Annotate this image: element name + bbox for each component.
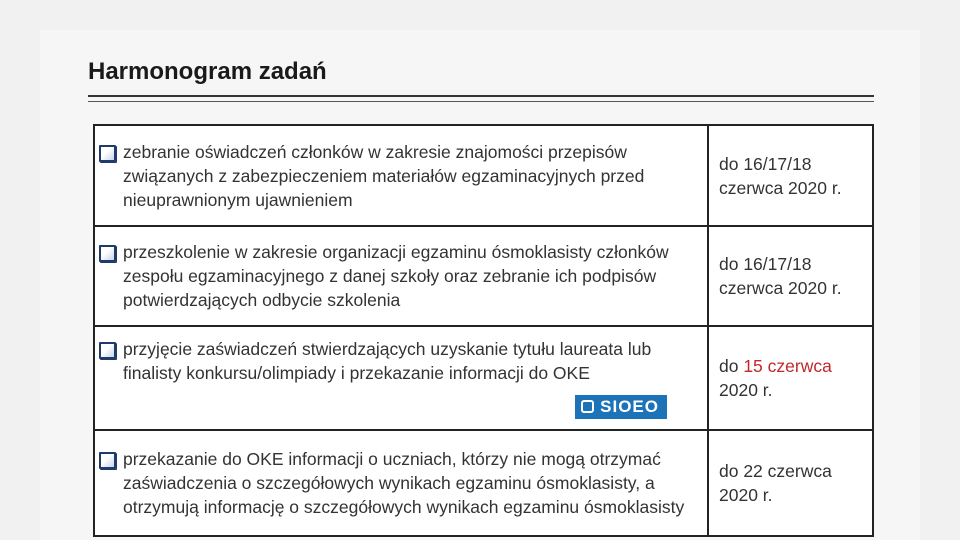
task-text: przyjęcie zaświadczeń stwierdzających uzyskanie tytułu laureata lub finalisty konkursu/olimpiady i przekazanie informacji do OKE	[123, 338, 652, 383]
deadline-highlight: 15 czerwca	[743, 356, 832, 376]
sioeo-label: SIOEO	[600, 396, 659, 416]
task-text: zebranie oświadczeń członków w zakresie znajomości przepisów związanych z zabezpieczeniem materiałów egzaminacyjnych przed nieuprawnionym ujawnieniem	[123, 141, 645, 210]
checkbox-bullet-icon	[99, 452, 116, 469]
deadline-text: do 16/17/18 czerwca 2020 r.	[719, 254, 842, 298]
checkbox-bullet-icon	[99, 245, 116, 262]
task-cell	[94, 226, 708, 326]
title-divider	[88, 95, 874, 97]
deadline-cell	[708, 326, 873, 430]
deadline-cell	[708, 226, 873, 326]
deadline-cell	[708, 125, 873, 226]
task-cell	[94, 430, 708, 536]
deadline-suffix: 2020 r.	[719, 380, 773, 400]
table-row	[94, 226, 873, 326]
deadline-cell	[708, 430, 873, 536]
table-row	[94, 326, 873, 430]
deadline-text: do	[719, 356, 744, 376]
hand-icon	[581, 400, 594, 413]
table-row	[94, 430, 873, 536]
task-text: przeszkolenie w zakresie organizacji egzaminu ósmoklasisty członków zespołu egzaminacyjnego z danej szkoły oraz zebranie ich podpisów potwierdzających odbycie szkolenia	[123, 242, 669, 310]
table-row	[94, 125, 873, 226]
page-title: Harmonogram zadań	[88, 58, 327, 85]
sioeo-logo	[575, 395, 667, 419]
checkbox-bullet-icon	[99, 145, 116, 162]
deadline-text: do 16/17/18 czerwca 2020 r.	[719, 153, 842, 198]
task-text: przekazanie do OKE informacji o uczniach, którzy nie mogą otrzymać zaświadczenia o szczegółowych wynikach egzaminu ósmoklasisty, a otrzymują informację o szczegółowych wynikach egzaminu ósmoklasisty	[123, 449, 685, 517]
title-divider-thin	[88, 101, 874, 102]
schedule-table	[93, 124, 874, 537]
task-cell	[94, 125, 708, 226]
deadline-text: do 22 czerwca 2020 r.	[719, 461, 832, 505]
task-cell	[94, 326, 708, 430]
checkbox-bullet-icon	[99, 342, 116, 359]
